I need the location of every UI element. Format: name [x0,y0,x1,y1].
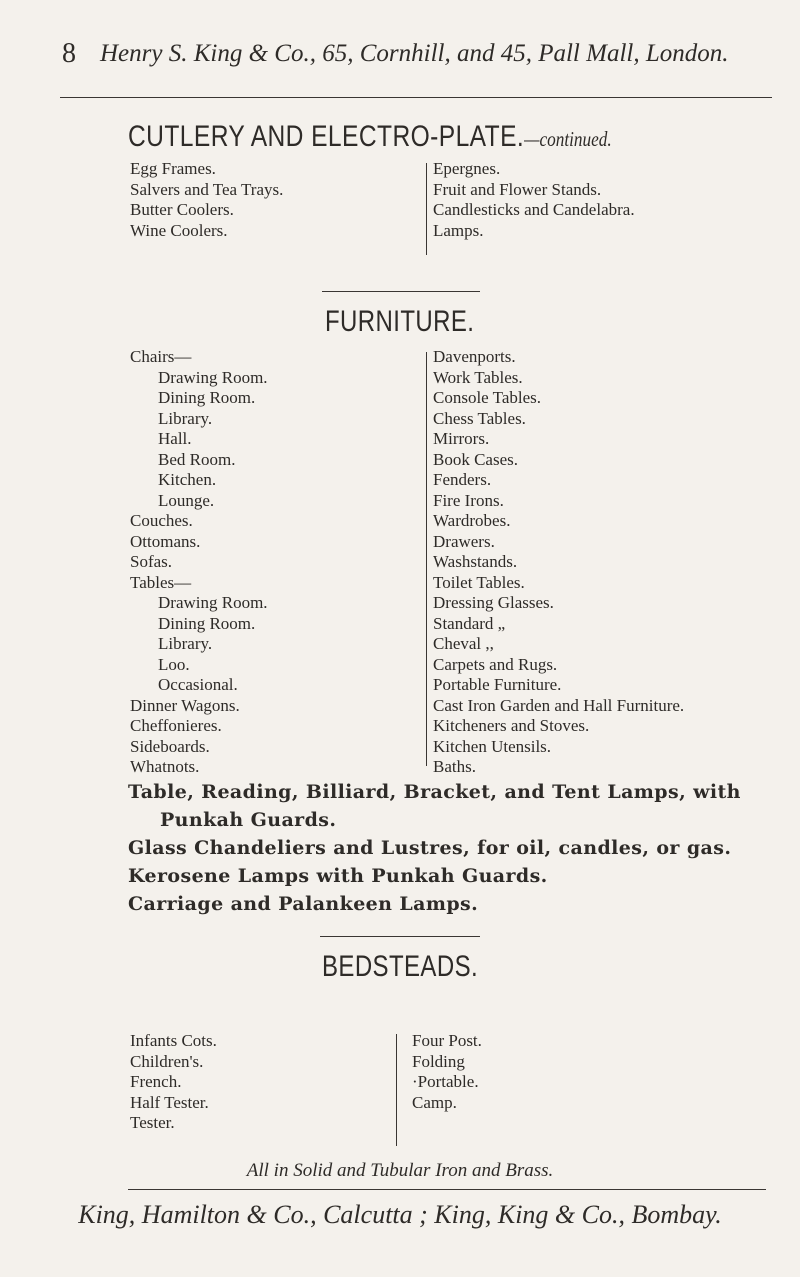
list-item: Tables— [130,572,192,592]
list-item: Infants Cots. [130,1031,217,1050]
list-item: French. [130,1072,182,1091]
list-item: Library. [158,634,213,653]
bedsteads-note: All in Solid and Tubular Iron and Brass. [246,1160,554,1181]
list-item: Lounge. [158,490,215,510]
list-item: Washstands. [433,552,518,571]
list-item: Fire Irons. [433,490,504,510]
page-header [0,38,800,78]
list-item: Sofas. [130,552,173,571]
list-item: Standard „ [433,613,506,633]
column-divider [426,352,427,766]
list-item: Table, Reading, Billiard, Bracket, and Tent Lamps, with [128,781,741,803]
list-item: Couches. [130,511,193,530]
list-item: Fruit and Flower Stands. [433,179,602,199]
bedsteads-right-list [412,1031,482,1113]
running-title: Henry S. King & Co., 65, Cornhill, and 45, Pall Mall, London. [100,40,729,67]
list-item: Kitchen. [158,470,217,489]
list-item: Dinner Wagons. [130,695,240,715]
list-item: Folding [412,1051,465,1071]
list-item: Dressing Glasses. [433,593,554,612]
header-rule [60,97,772,98]
cutlery-title: CUTLERY AND ELECTRO-PLATE.—continued. [128,120,612,153]
list-item: Sideboards. [130,736,210,756]
list-item: Egg Frames. [130,159,216,178]
lamps-list [128,778,778,918]
furniture-title: FURNITURE. [325,305,475,338]
list-item: ·Portable. [412,1072,479,1091]
list-item: Candlesticks and Candelabra. [433,200,635,219]
list-item: Salvers and Tea Trays. [130,179,284,199]
footer-text: King, Hamilton & Co., Calcutta ; King, King & Co., Bombay. [78,1200,722,1229]
list-item: Hall. [158,429,192,448]
list-item: Davenports. [433,347,516,366]
list-item: Wardrobes. [433,511,511,530]
list-item: Chairs— [130,347,192,366]
list-item: Epergnes. [433,159,501,178]
bedsteads-title: BEDSTEADS. [322,950,479,983]
furniture-left-list [130,347,268,778]
list-item: Cheffonieres. [130,716,222,735]
list-item: Dining Room. [158,613,256,633]
list-item: Portable Furniture. [433,675,562,694]
furniture-right-list [433,347,684,778]
list-item: Tester. [130,1113,175,1132]
list-item: Ottomans. [130,531,201,551]
list-item: Kerosene Lamps with Punkah Guards. [128,865,548,887]
list-item: Fenders. [433,470,492,489]
list-item: Lamps. [433,220,484,240]
list-item: Drawing Room. [158,593,268,612]
list-item: Occasional. [158,675,238,694]
cutlery-right-list [433,159,635,241]
list-item: Dining Room. [158,388,256,407]
list-item: Wine Coolers. [130,220,228,240]
list-item: Camp. [412,1092,457,1112]
list-item: Children's. [130,1051,204,1071]
list-item: Half Tester. [130,1092,209,1112]
column-divider [426,163,427,255]
section-rule [322,291,480,292]
page-number: 8 [62,38,76,69]
list-item: Punkah Guards. [160,809,337,831]
list-item: Book Cases. [433,449,518,469]
list-item: Kitcheners and Stoves. [433,716,590,735]
list-item: Work Tables. [433,367,523,387]
list-item: Chess Tables. [433,408,526,428]
cutlery-left-list [130,159,283,241]
list-item: Glass Chandeliers and Lustres, for oil, candles, or gas. [128,837,732,859]
list-item: Drawers. [433,531,495,551]
list-item: Four Post. [412,1031,482,1050]
list-item: Cheval ,, [433,634,494,653]
list-item: Toilet Tables. [433,572,525,592]
continued-label: —continued. [524,127,612,151]
list-item: Kitchen Utensils. [433,736,552,756]
list-item: Drawing Room. [158,367,268,387]
list-item: Carriage and Palankeen Lamps. [128,893,479,915]
list-item: Bed Room. [158,449,236,469]
list-item: Carpets and Rugs. [433,654,558,674]
bedsteads-left-list [130,1031,217,1134]
section-rule [320,936,480,937]
list-item: Baths. [433,757,476,776]
list-item: Cast Iron Garden and Hall Furniture. [433,695,685,715]
list-item: Library. [158,408,213,428]
list-item: Mirrors. [433,429,490,448]
list-item: Whatnots. [130,757,200,776]
list-item: Console Tables. [433,388,542,407]
column-divider [396,1034,397,1146]
footer-rule [128,1189,766,1190]
list-item: Butter Coolers. [130,200,234,219]
list-item: Loo. [158,654,190,674]
